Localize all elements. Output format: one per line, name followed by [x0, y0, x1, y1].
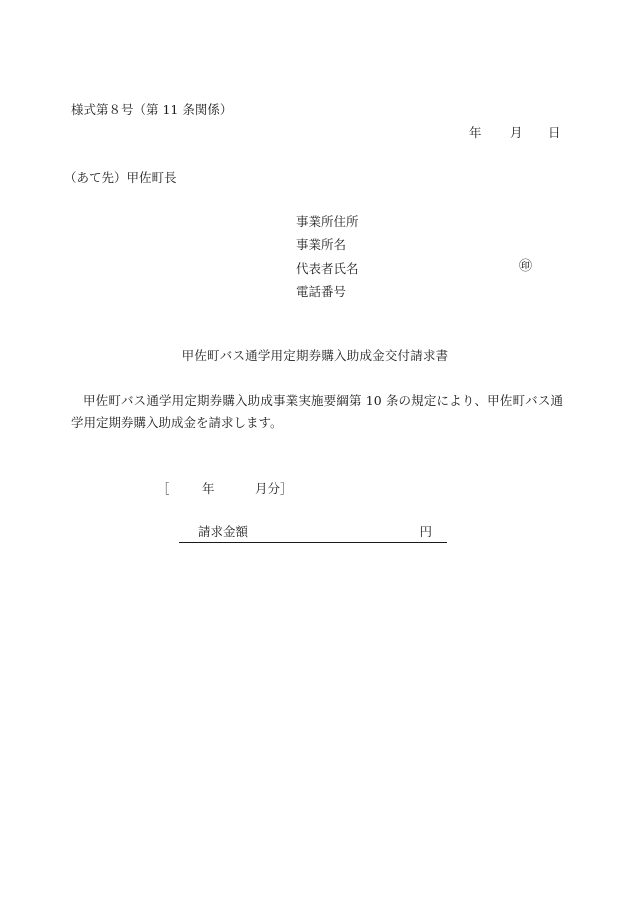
seal-mark: ㊞: [519, 259, 533, 274]
request-amount-row: [179, 522, 447, 543]
document-title: 甲佐町バス通学用定期券購入助成金交付請求書: [181, 348, 449, 363]
period-open-bracket: ［: [157, 481, 170, 496]
form-number: 様式第８号（第 11 条関係）: [71, 102, 233, 117]
yen-unit-label: 円: [419, 524, 432, 539]
date-month-label: 月: [510, 125, 523, 140]
period-month-label: 月分］: [255, 481, 293, 496]
phone-number-label: 電話番号: [296, 284, 347, 299]
date-year-label: 年: [469, 125, 482, 140]
representative-name-label: 代表者氏名: [296, 261, 359, 276]
request-body-text: 甲佐町バス通学用定期券購入助成事業実施要綱第 10 条の規定により、甲佐町バス通学用定期券購入助成金を請求します。: [71, 393, 563, 430]
addressee: （あて先）甲佐町長: [64, 170, 177, 185]
office-name-label: 事業所名: [296, 237, 347, 252]
office-address-label: 事業所住所: [296, 214, 359, 229]
period-year-label: 年: [202, 481, 215, 496]
date-day-label: 日: [548, 125, 561, 140]
request-amount-label: 請求金額: [198, 524, 249, 539]
